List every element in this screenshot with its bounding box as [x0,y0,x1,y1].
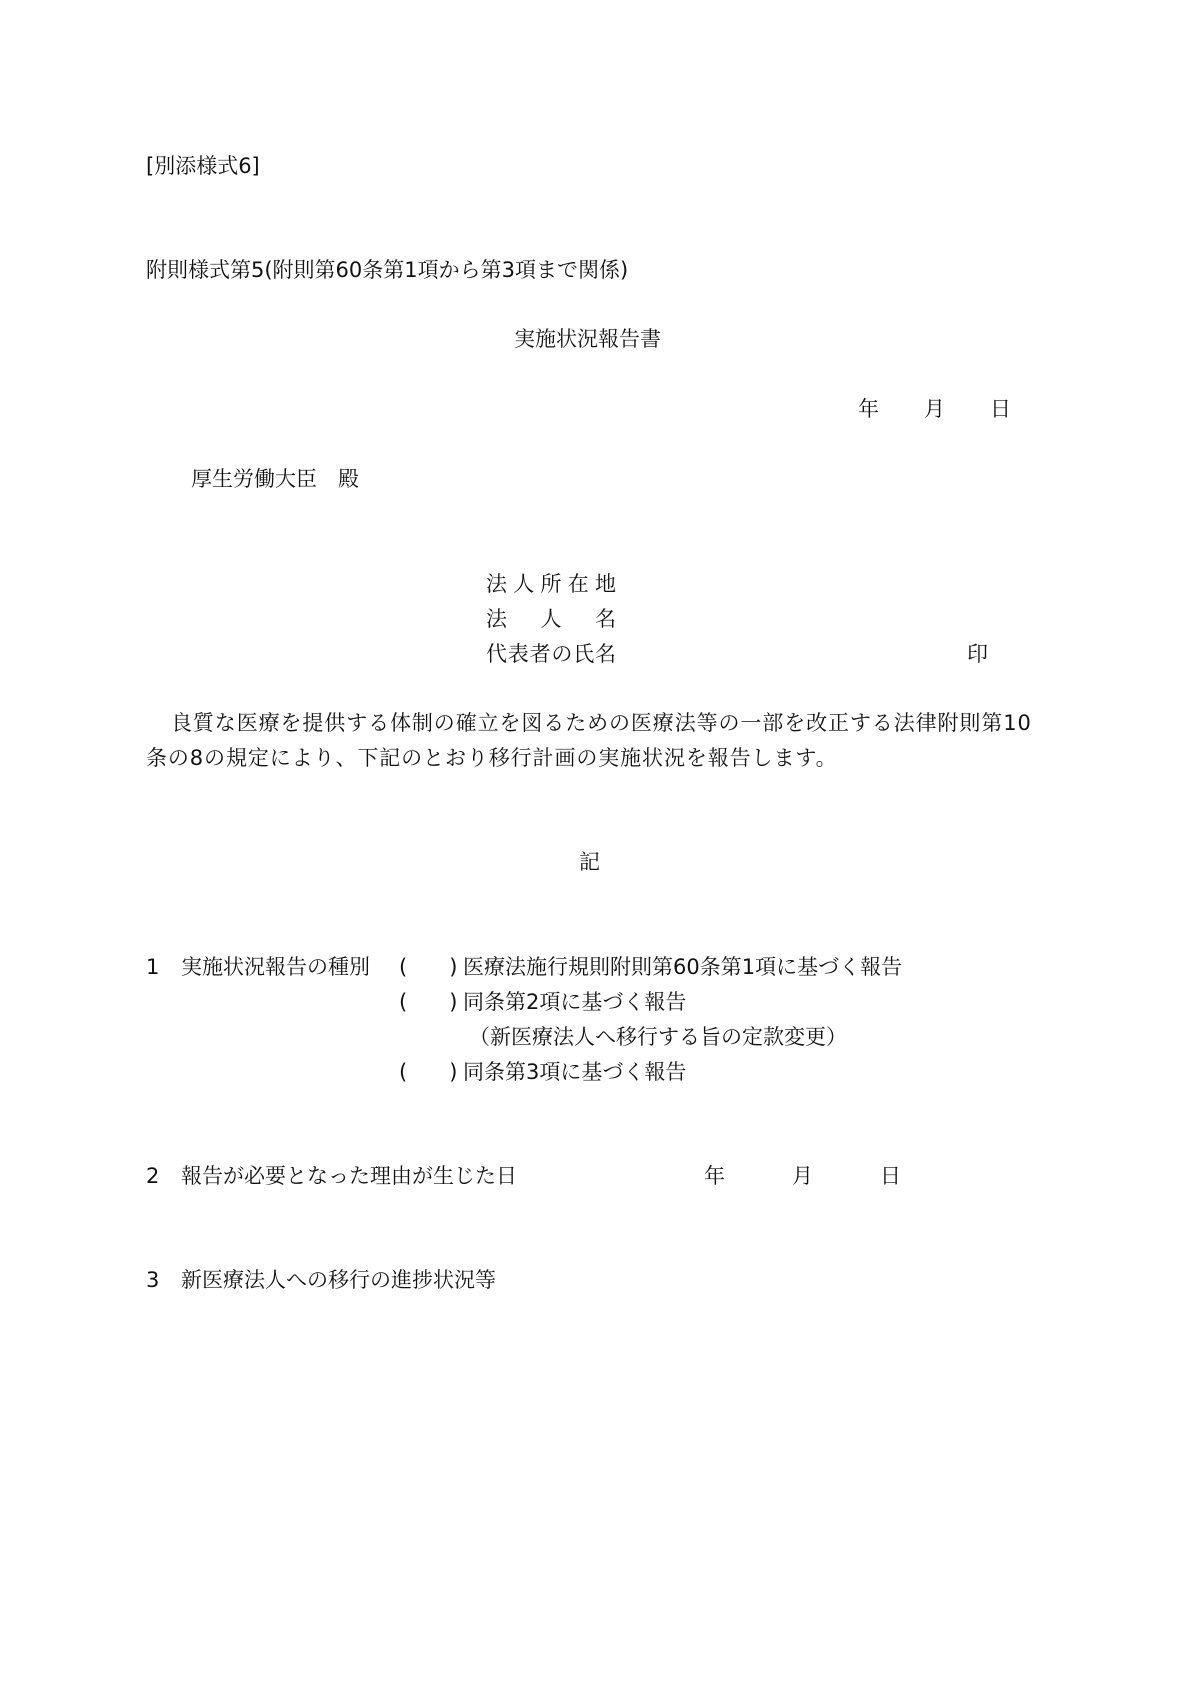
option-2-text: 同条第2項に基づく報告 [463,990,687,1014]
item-2-year: 年 [704,1164,725,1188]
corporation-name-label: 法人名 [486,607,616,631]
option-3-text: 同条第3項に基づく報告 [463,1060,687,1084]
option-1-text: 医療法施行規則附則第60条第1項に基づく報告 [463,955,903,979]
form-reference: 附則様式第5(附則第60条第1項から第3項まで関係) [146,258,629,282]
body-line-1: 良質な医療を提供する体制の確立を図るための医療法等の一部を改正する法律附則第10 [171,711,1032,735]
item-2-number: 2 [146,1164,160,1188]
representative-label: 代表者の氏名 [486,642,616,666]
option-3-checkbox[interactable]: ( ) [399,1060,458,1084]
date-month: 月 [924,397,945,421]
option-2-note: （新医療法人へ移行する旨の定款変更） [469,1025,847,1049]
item-2-month: 月 [792,1164,813,1188]
seal-mark: 印 [967,642,988,666]
option-1-checkbox[interactable]: ( ) [399,955,458,979]
document-title: 実施状況報告書 [514,327,661,351]
date-day: 日 [990,397,1011,421]
address-label: 法人所在地 [486,572,616,596]
item-2-label: 報告が必要となった理由が生じた日 [181,1164,517,1188]
item-3-label: 新医療法人への移行の進捗状況等 [181,1268,496,1292]
date-year: 年 [858,397,879,421]
item-2-day: 日 [880,1164,901,1188]
form-tag: [別添様式6] [146,154,260,178]
ki-heading: 記 [579,850,600,874]
addressee: 厚生労働大臣 殿 [191,467,359,491]
item-1-number: 1 [146,955,160,979]
body-line-2: 条の8の規定により、下記のとおり移行計画の実施状況を報告します。 [146,746,838,770]
item-3-number: 3 [146,1268,160,1292]
option-2-checkbox[interactable]: ( ) [399,990,458,1014]
item-1-label: 実施状況報告の種別 [181,955,370,979]
